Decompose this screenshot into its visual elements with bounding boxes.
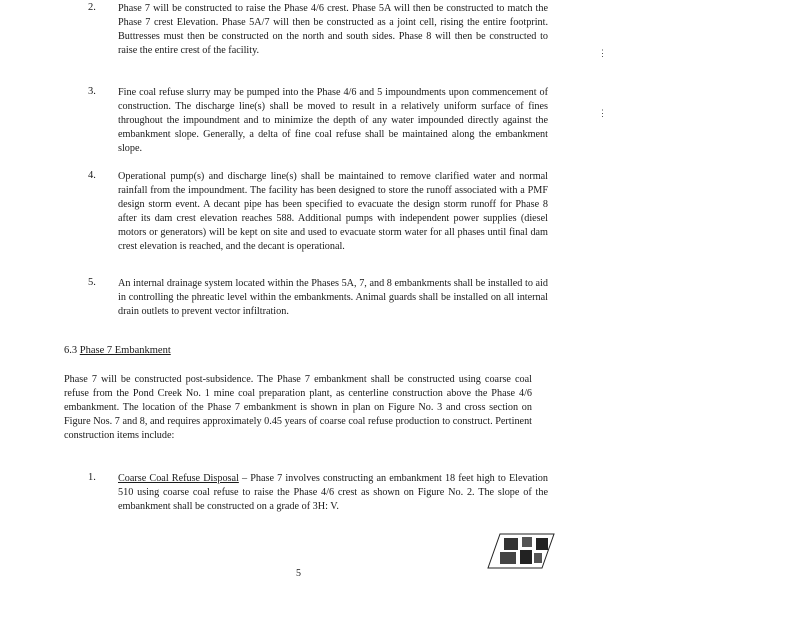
margin-mark: ⋮ <box>598 48 607 58</box>
list-number: 1. <box>88 472 96 483</box>
list-text: An internal drainage system located within the Phases 5A, 7, and 8 embankments shall be installed to aid in controlling the phreatic level within the embankments. Animal guards shall be installed on all internal drain outlets to prevent vector infiltration. <box>118 278 548 318</box>
body-paragraph: Phase 7 will be constructed post-subsidence. The Phase 7 embankment shall be constructed using coarse coal refuse from the Pond Creek No. 1 mine coal preparation plant, as centerline construction above the Phase 4/6 embankment. The location of the Phase 7 embankment is shown in plan on Figure No. 3 and cross section on Figure Nos. 7 and 8, and requires approximately 0.45 years of coarse coal refuse production to construct. Pertinent construction items include: <box>64 374 532 442</box>
section-title: Phase 7 Embankment <box>79 345 171 356</box>
list-text: Fine coal refuse slurry may be pumped into the Phase 4/6 and 5 impoundments upon commencement of construction. The discharge line(s) shall be moved to result in a relatively uniform surface of fines throughout the impoundment and to minimize the depth of any water impounded directly against the embankment slope. Generally, a delta of fine coal refuse shall be maintained along the embankment slope. <box>118 87 548 155</box>
item-body: – Phase 7 involves constructing an embankment 18 feet high to Elevation 510 using coarse coal refuse to raise the Phase 4/6 crest as shown on Figure No. 2. The slope of the embankment shall be constructed on a grade of 3H: V. <box>118 473 548 513</box>
stamp-graphic <box>486 530 556 570</box>
list-number: 3. <box>88 86 96 97</box>
page-number: 5 <box>296 568 301 579</box>
list-number: 2. <box>88 2 96 13</box>
section-heading <box>64 345 171 356</box>
list-text <box>118 472 548 514</box>
list-text: Phase 7 will be constructed to raise the Phase 4/6 crest. Phase 5A will then be constructed to match the Phase 7 crest Elevation. Phase 5A/7 will then be constructed as a joint cell, rising the entire footprint. Buttresses must then be constructed on the north and south sides. Phase 8 will then be constructed to raise the entire crest of the facility. <box>118 3 548 57</box>
section-number: 6.3 <box>64 345 78 356</box>
list-number: 5. <box>88 277 96 288</box>
item-title: Coarse Coal Refuse Disposal <box>118 473 239 484</box>
list-number: 4. <box>88 170 96 181</box>
margin-mark: ⋮ <box>598 108 607 118</box>
list-text: Operational pump(s) and discharge line(s) shall be maintained to remove clarified water and normal rainfall from the impoundment. The facility has been designed to store the runoff associated with a PMF design storm event. A decant pipe has been specified to evacuate the design storm runoff for Phase 8 after its dam crest elevation reaches 588. Additional pumps with independent power supplies (diesel motors or generators) will be kept on site and used to evacuate storm water for all phases until final dam crest elevation is reached, and the decant is operational. <box>118 171 548 253</box>
